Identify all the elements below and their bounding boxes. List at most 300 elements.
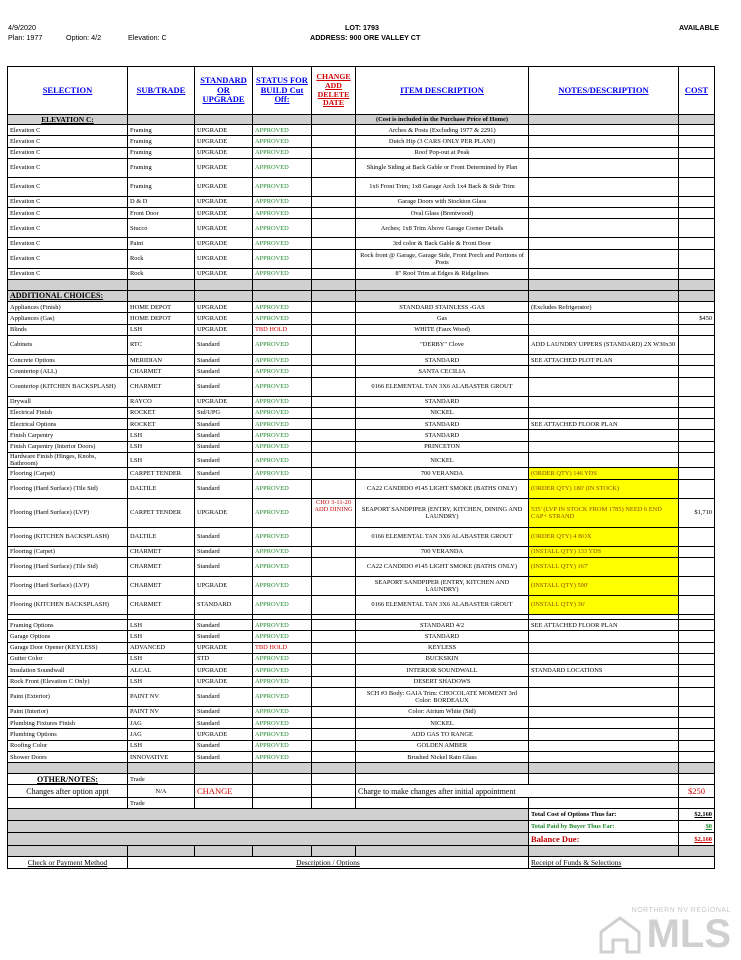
cost-cell bbox=[679, 468, 715, 479]
na-cell: N/A bbox=[128, 785, 195, 798]
status-cell: APPROVED bbox=[253, 147, 312, 158]
notes-cell bbox=[529, 642, 679, 653]
option-row bbox=[8, 687, 715, 706]
status-cell: APPROVED bbox=[253, 653, 312, 664]
selection-cell: Rock Front (Elevation C Only) bbox=[8, 676, 128, 687]
col-subtrade: SUB/TRADE bbox=[128, 67, 195, 115]
charge-text: Charge to make changes after initial appointment bbox=[356, 785, 679, 798]
subtrade-cell: Framing bbox=[128, 125, 195, 136]
option-row bbox=[8, 653, 715, 664]
notes-cell: ADD LAUNDRY UPPERS (STANDARD) 2X W30x30 bbox=[529, 335, 679, 354]
subtrade-cell: Framing bbox=[128, 158, 195, 177]
notes-cell bbox=[529, 125, 679, 136]
subtrade-cell: ADVANCED bbox=[128, 642, 195, 653]
standard-cell: UPGRADE bbox=[195, 577, 253, 596]
empty-cell bbox=[253, 846, 312, 857]
elevation-row bbox=[8, 196, 715, 207]
option-row bbox=[8, 596, 715, 615]
change-date-cell bbox=[312, 558, 356, 577]
empty-cell bbox=[8, 280, 128, 291]
additional-section-row bbox=[8, 291, 715, 302]
cost-cell bbox=[679, 577, 715, 596]
additional-title: ADDITIONAL CHOICES: bbox=[8, 291, 128, 302]
subtrade-cell: ROCKET bbox=[128, 419, 195, 430]
standard-cell: Standard bbox=[195, 527, 253, 546]
selection-cell: Elevation C bbox=[8, 125, 128, 136]
option-row bbox=[8, 377, 715, 396]
item-cell: NICKEL bbox=[356, 718, 529, 729]
standard-cell: Standard bbox=[195, 366, 253, 377]
changes-row bbox=[8, 785, 715, 798]
notes-cell bbox=[529, 752, 679, 763]
cost-cell bbox=[679, 430, 715, 441]
subtrade-cell: ROCKET bbox=[128, 407, 195, 418]
change-date-cell bbox=[312, 596, 356, 615]
selection-cell: Finish Carpentry bbox=[8, 430, 128, 441]
cost-cell bbox=[679, 676, 715, 687]
option-row bbox=[8, 441, 715, 452]
empty-cell bbox=[312, 280, 356, 291]
header-plan: Plan: 1977 bbox=[8, 33, 43, 42]
standard-cell: UPGRADE bbox=[195, 177, 253, 196]
change-cell bbox=[312, 268, 356, 279]
subtrade-cell: DALTILE bbox=[128, 479, 195, 498]
header-date: 4/9/2020 bbox=[8, 23, 36, 32]
item-cell: ADD GAS TO RANGE bbox=[356, 729, 529, 740]
subtrade-cell: LSH bbox=[128, 430, 195, 441]
change-date-cell bbox=[312, 354, 356, 365]
change-date-cell bbox=[312, 313, 356, 324]
standard-cell: UPGRADE bbox=[195, 219, 253, 238]
notes-cell: (ORDER QTY) 146 YDS bbox=[529, 468, 679, 479]
mls-watermark bbox=[597, 907, 731, 954]
footer-row bbox=[8, 857, 715, 869]
notes-cell bbox=[529, 249, 679, 268]
notes-cell bbox=[529, 729, 679, 740]
empty-cell bbox=[128, 846, 195, 857]
standard-cell: Standard bbox=[195, 546, 253, 557]
notes-cell: (INSTALL QTY) 133 YDS bbox=[529, 546, 679, 557]
item-cell: BUCKSKIN bbox=[356, 653, 529, 664]
item-cell: SEAPORT SANDPIPER (ENTRY, KITCHEN AND LAUNDRY) bbox=[356, 577, 529, 596]
cost-cell bbox=[679, 631, 715, 642]
col-notes: NOTES/DESCRIPTION bbox=[529, 67, 679, 115]
selection-cell: Gutter Color bbox=[8, 653, 128, 664]
column-header-row bbox=[8, 67, 715, 115]
selection-cell: Elevation C bbox=[8, 219, 128, 238]
standard-cell: UPGRADE bbox=[195, 729, 253, 740]
notes-cell bbox=[529, 219, 679, 238]
change-date-cell bbox=[312, 653, 356, 664]
selection-cell: Flooring (Hard Surface) (LVP) bbox=[8, 498, 128, 527]
empty-cell bbox=[356, 763, 529, 774]
empty-cell bbox=[529, 798, 679, 809]
option-row bbox=[8, 313, 715, 324]
status-cell: TBD HOLD bbox=[253, 324, 312, 335]
selection-cell: Appliances (Finish) bbox=[8, 302, 128, 313]
item-cell: Garage Doors with Stockton Glass bbox=[356, 196, 529, 207]
item-cell: 700 VERANDA bbox=[356, 546, 529, 557]
status-cell: TBD HOLD bbox=[253, 642, 312, 653]
standard-cell: Standard bbox=[195, 718, 253, 729]
option-row bbox=[8, 324, 715, 335]
empty-cell bbox=[195, 774, 253, 785]
change-date-cell bbox=[312, 335, 356, 354]
header-lot: LOT: 1793 bbox=[345, 23, 379, 32]
item-cell: 1x6 Front Trim; 1x8 Garage Arch 1x4 Back & Side Trim bbox=[356, 177, 529, 196]
selection-cell: Countertop (ALL) bbox=[8, 366, 128, 377]
change-date-cell bbox=[312, 430, 356, 441]
item-cell: SCH #3 Body: GAIA Trim: CHOCOLATE MOMENT 3rd Color: BORDEAUX bbox=[356, 687, 529, 706]
standard-cell: Std/UPG bbox=[195, 407, 253, 418]
col-cost: COST bbox=[679, 67, 715, 115]
empty-cell bbox=[679, 280, 715, 291]
item-cell: Arches; 1x8 Trim Above Garage Corner Details bbox=[356, 219, 529, 238]
empty-cell bbox=[679, 774, 715, 785]
subtrade-cell: Rock bbox=[128, 268, 195, 279]
change-date-cell: CHO 3-11-20 ADD DINING bbox=[312, 498, 356, 527]
empty-cell bbox=[312, 846, 356, 857]
subtrade-cell: CHARMET bbox=[128, 546, 195, 557]
status-cell: APPROVED bbox=[253, 577, 312, 596]
option-row bbox=[8, 631, 715, 642]
option-row bbox=[8, 335, 715, 354]
item-cell: Gas bbox=[356, 313, 529, 324]
item-cell: Color: Atrium White (Std) bbox=[356, 706, 529, 717]
elevation-row bbox=[8, 177, 715, 196]
status-cell: APPROVED bbox=[253, 125, 312, 136]
cost-cell bbox=[679, 208, 715, 219]
status-cell: APPROVED bbox=[253, 498, 312, 527]
change-date-cell bbox=[312, 324, 356, 335]
totals-row bbox=[8, 821, 715, 833]
cost-cell bbox=[679, 366, 715, 377]
option-row bbox=[8, 479, 715, 498]
empty-cell bbox=[529, 280, 679, 291]
cost-cell bbox=[679, 527, 715, 546]
status-cell: APPROVED bbox=[253, 219, 312, 238]
status-cell: APPROVED bbox=[253, 196, 312, 207]
elevation-row bbox=[8, 268, 715, 279]
cost-cell bbox=[679, 268, 715, 279]
empty-cell bbox=[253, 774, 312, 785]
standard-cell: Standard bbox=[195, 335, 253, 354]
status-cell: APPROVED bbox=[253, 620, 312, 631]
subtrade-cell: CARPET TENDER bbox=[128, 498, 195, 527]
cost-cell: $450 bbox=[679, 313, 715, 324]
change-date-cell bbox=[312, 407, 356, 418]
change-date-cell bbox=[312, 752, 356, 763]
cost-cell bbox=[679, 302, 715, 313]
spacer-row bbox=[8, 280, 715, 291]
elevation-note: (Cost is included in the Purchase Price of Home) bbox=[356, 115, 529, 125]
cost-cell bbox=[679, 249, 715, 268]
subtrade-cell: JAG bbox=[128, 729, 195, 740]
status-cell: APPROVED bbox=[253, 208, 312, 219]
status-cell: APPROVED bbox=[253, 558, 312, 577]
empty-cell bbox=[195, 798, 253, 809]
subtrade-cell: HOME DEPOT bbox=[128, 313, 195, 324]
standard-cell: UPGRADE bbox=[195, 676, 253, 687]
status-cell: APPROVED bbox=[253, 377, 312, 396]
status-cell: APPROVED bbox=[253, 335, 312, 354]
empty-cell bbox=[8, 833, 529, 846]
mls-watermark-subtitle: NORTHERN NV REGIONAL bbox=[631, 907, 731, 914]
empty-cell bbox=[356, 280, 529, 291]
standard-cell: UPGRADE bbox=[195, 136, 253, 147]
status-cell: APPROVED bbox=[253, 479, 312, 498]
subtrade-cell: RAYCO bbox=[128, 396, 195, 407]
status-cell: APPROVED bbox=[253, 546, 312, 557]
standard-cell: UPGRADE bbox=[195, 125, 253, 136]
subtrade-cell: CHARMET bbox=[128, 577, 195, 596]
item-cell: "DERBY" Clove bbox=[356, 335, 529, 354]
selection-cell: Drywall bbox=[8, 396, 128, 407]
cost-cell bbox=[679, 158, 715, 177]
col-status: STATUS FOR BUILD Cut Off: bbox=[253, 67, 312, 115]
subtrade-cell: LSH bbox=[128, 740, 195, 751]
empty-cell bbox=[253, 798, 312, 809]
status-cell: APPROVED bbox=[253, 665, 312, 676]
change-date-cell bbox=[312, 620, 356, 631]
elevation-title: ELEVATION C: bbox=[8, 115, 128, 125]
notes-cell bbox=[529, 238, 679, 249]
item-cell: STANDARD bbox=[356, 631, 529, 642]
notes-cell bbox=[529, 136, 679, 147]
option-row bbox=[8, 620, 715, 631]
option-row bbox=[8, 558, 715, 577]
item-cell: CA22 CANDIDO #145 LIGHT SMOKE (BATHS ONLY) bbox=[356, 558, 529, 577]
selection-cell: Elevation C bbox=[8, 147, 128, 158]
notes-cell bbox=[529, 653, 679, 664]
empty-cell bbox=[8, 821, 529, 833]
option-row bbox=[8, 729, 715, 740]
subtrade-cell: Framing bbox=[128, 147, 195, 158]
selection-cell: Flooring (Hard Surface) (Tile Std) bbox=[8, 558, 128, 577]
notes-cell bbox=[529, 158, 679, 177]
notes-cell bbox=[529, 407, 679, 418]
col-change: CHANGE ADD DELETE DATE bbox=[312, 67, 356, 115]
option-row bbox=[8, 527, 715, 546]
item-cell: CA22 CANDIDO #145 LIGHT SMOKE (BATHS ONLY) bbox=[356, 479, 529, 498]
cost-cell bbox=[679, 453, 715, 468]
item-cell: 8" Roof Trim at Edges & Ridgelines bbox=[356, 268, 529, 279]
change-date-cell bbox=[312, 729, 356, 740]
change-cell bbox=[312, 136, 356, 147]
change-date-cell bbox=[312, 479, 356, 498]
change-date-cell bbox=[312, 706, 356, 717]
totals-row bbox=[8, 809, 715, 821]
standard-cell: UPGRADE bbox=[195, 396, 253, 407]
subtrade-cell: LSH bbox=[128, 441, 195, 452]
change-cell bbox=[312, 219, 356, 238]
header-address: ADDRESS: 900 ORE VALLEY CT bbox=[310, 33, 421, 42]
option-row bbox=[8, 302, 715, 313]
notes-cell: 535' (LVP IN STOCK FROM 1785) NEED 6 END CAP+ STRAND bbox=[529, 498, 679, 527]
cost-cell bbox=[679, 441, 715, 452]
change-cell bbox=[312, 208, 356, 219]
subtrade-cell: PAINT NV bbox=[128, 687, 195, 706]
notes-cell bbox=[529, 430, 679, 441]
totals-label: Total Paid by Buyer Thus Far: bbox=[529, 821, 679, 833]
empty-cell bbox=[529, 763, 679, 774]
empty-cell bbox=[253, 785, 312, 798]
status-cell: APPROVED bbox=[253, 238, 312, 249]
selection-cell: Finish Carpentry (Interior Doors) bbox=[8, 441, 128, 452]
notes-cell bbox=[529, 177, 679, 196]
option-row bbox=[8, 665, 715, 676]
notes-cell bbox=[529, 740, 679, 751]
notes-cell: (ORDER QTY) 180' (IN STOCK) bbox=[529, 479, 679, 498]
empty-cell bbox=[8, 846, 128, 857]
notes-cell bbox=[529, 324, 679, 335]
empty-cell bbox=[356, 846, 529, 857]
option-row bbox=[8, 577, 715, 596]
status-cell: APPROVED bbox=[253, 740, 312, 751]
standard-cell: UPGRADE bbox=[195, 147, 253, 158]
selection-cell: Roofing Color bbox=[8, 740, 128, 751]
change-cell bbox=[312, 238, 356, 249]
cost-cell bbox=[679, 729, 715, 740]
subtrade-cell: ALCAL bbox=[128, 665, 195, 676]
standard-cell: Standard bbox=[195, 430, 253, 441]
option-row bbox=[8, 740, 715, 751]
col-selection: SELECTION bbox=[8, 67, 128, 115]
standard-cell: Standard bbox=[195, 377, 253, 396]
standard-cell: STD bbox=[195, 653, 253, 664]
empty-cell bbox=[128, 280, 195, 291]
elevation-row bbox=[8, 208, 715, 219]
elevation-row bbox=[8, 219, 715, 238]
subtrade-cell: CARPET TENDER bbox=[128, 468, 195, 479]
subtrade-cell: CHARMET bbox=[128, 366, 195, 377]
standard-cell: UPGRADE bbox=[195, 158, 253, 177]
subtrade-cell: RTC bbox=[128, 335, 195, 354]
item-cell: DESERT SHADOWS bbox=[356, 676, 529, 687]
subtrade-cell: Front Door bbox=[128, 208, 195, 219]
notes-cell bbox=[529, 453, 679, 468]
change-date-cell bbox=[312, 546, 356, 557]
selection-cell: Flooring (KITCHEN BACKSPLASH) bbox=[8, 596, 128, 615]
status-cell: APPROVED bbox=[253, 430, 312, 441]
option-row bbox=[8, 546, 715, 557]
notes-cell bbox=[529, 313, 679, 324]
item-cell: STANDARD STAINLESS -GAS bbox=[356, 302, 529, 313]
standard-cell: UPGRADE bbox=[195, 249, 253, 268]
spacer-row bbox=[8, 763, 715, 774]
empty-cell bbox=[195, 846, 253, 857]
totals-value: $2,160 bbox=[679, 833, 715, 846]
charge-cost: $250 bbox=[679, 785, 715, 798]
item-cell: KEYLESS bbox=[356, 642, 529, 653]
elevation-section-row bbox=[8, 115, 715, 125]
option-row bbox=[8, 676, 715, 687]
elevation-row bbox=[8, 136, 715, 147]
selection-cell: Flooring (Carpet) bbox=[8, 468, 128, 479]
empty-cell bbox=[679, 798, 715, 809]
option-row bbox=[8, 453, 715, 468]
notes-cell: SEE ATTACHED PLOT PLAN bbox=[529, 354, 679, 365]
notes-cell bbox=[529, 147, 679, 158]
selection-cell: Countertop (KITCHEN BACKSPLASH) bbox=[8, 377, 128, 396]
empty-cell bbox=[679, 846, 715, 857]
item-cell: WHITE (Faux Wood) bbox=[356, 324, 529, 335]
notes-cell: (INSTALL QTY) 500' bbox=[529, 577, 679, 596]
trade-cell: Trade bbox=[128, 798, 195, 809]
selection-cell: Insulation Soundwall bbox=[8, 665, 128, 676]
subtrade-cell: D & D bbox=[128, 196, 195, 207]
notes-cell: STANDARD LOCATIONS bbox=[529, 665, 679, 676]
empty-cell bbox=[312, 774, 356, 785]
status-cell: APPROVED bbox=[253, 718, 312, 729]
totals-value: $2,160 bbox=[679, 809, 715, 821]
change-date-cell bbox=[312, 642, 356, 653]
subtrade-cell: HOME DEPOT bbox=[128, 302, 195, 313]
empty-cell bbox=[195, 280, 253, 291]
selection-cell: Plumbing Fixtures Finish bbox=[8, 718, 128, 729]
standard-cell: Standard bbox=[195, 740, 253, 751]
item-cell: STANDARD 4/2 bbox=[356, 620, 529, 631]
other-title-row bbox=[8, 774, 715, 785]
cost-cell bbox=[679, 546, 715, 557]
selection-cell: Flooring (Hard Surface) (LVP) bbox=[8, 577, 128, 596]
subtrade-cell: Framing bbox=[128, 136, 195, 147]
status-cell: APPROVED bbox=[253, 631, 312, 642]
change-date-cell bbox=[312, 718, 356, 729]
options-table bbox=[7, 66, 715, 869]
notes-cell: (ORDER QTY) 4 BOX bbox=[529, 527, 679, 546]
standard-cell: Standard bbox=[195, 687, 253, 706]
col-standard: STANDARD OR UPGRADE bbox=[195, 67, 253, 115]
item-cell: SEAPORT SANDPIPER (ENTRY, KITCHEN, DINING AND LAUNDRY) bbox=[356, 498, 529, 527]
option-row bbox=[8, 706, 715, 717]
standard-cell: Standard bbox=[195, 453, 253, 468]
change-date-cell bbox=[312, 687, 356, 706]
change-date-cell bbox=[312, 441, 356, 452]
cost-cell bbox=[679, 642, 715, 653]
change-date-cell bbox=[312, 676, 356, 687]
cost-cell bbox=[679, 147, 715, 158]
item-cell: NICKEL bbox=[356, 407, 529, 418]
standard-cell: UPGRADE bbox=[195, 498, 253, 527]
change-date-cell bbox=[312, 527, 356, 546]
option-row bbox=[8, 430, 715, 441]
change-cell bbox=[312, 249, 356, 268]
notes-cell bbox=[529, 441, 679, 452]
cost-cell bbox=[679, 740, 715, 751]
empty-cell bbox=[529, 291, 679, 302]
other-title: OTHER/NOTES: bbox=[8, 774, 128, 785]
status-cell: APPROVED bbox=[253, 453, 312, 468]
change-date-cell bbox=[312, 631, 356, 642]
selection-cell: Flooring (KITCHEN BACKSPLASH) bbox=[8, 527, 128, 546]
status-cell: APPROVED bbox=[253, 249, 312, 268]
empty-cell bbox=[356, 798, 529, 809]
change-date-cell bbox=[312, 419, 356, 430]
change-date-cell bbox=[312, 396, 356, 407]
subtrade-cell: PAINT NV bbox=[128, 706, 195, 717]
standard-cell: Standard bbox=[195, 620, 253, 631]
house-logo-icon bbox=[597, 914, 643, 954]
notes-cell bbox=[529, 706, 679, 717]
item-cell: STANDARD bbox=[356, 396, 529, 407]
trade-row bbox=[8, 798, 715, 809]
standard-cell: UPGRADE bbox=[195, 268, 253, 279]
cost-cell: $1,710 bbox=[679, 498, 715, 527]
standard-cell: Standard bbox=[195, 354, 253, 365]
option-row bbox=[8, 407, 715, 418]
selection-cell: Cabinets bbox=[8, 335, 128, 354]
